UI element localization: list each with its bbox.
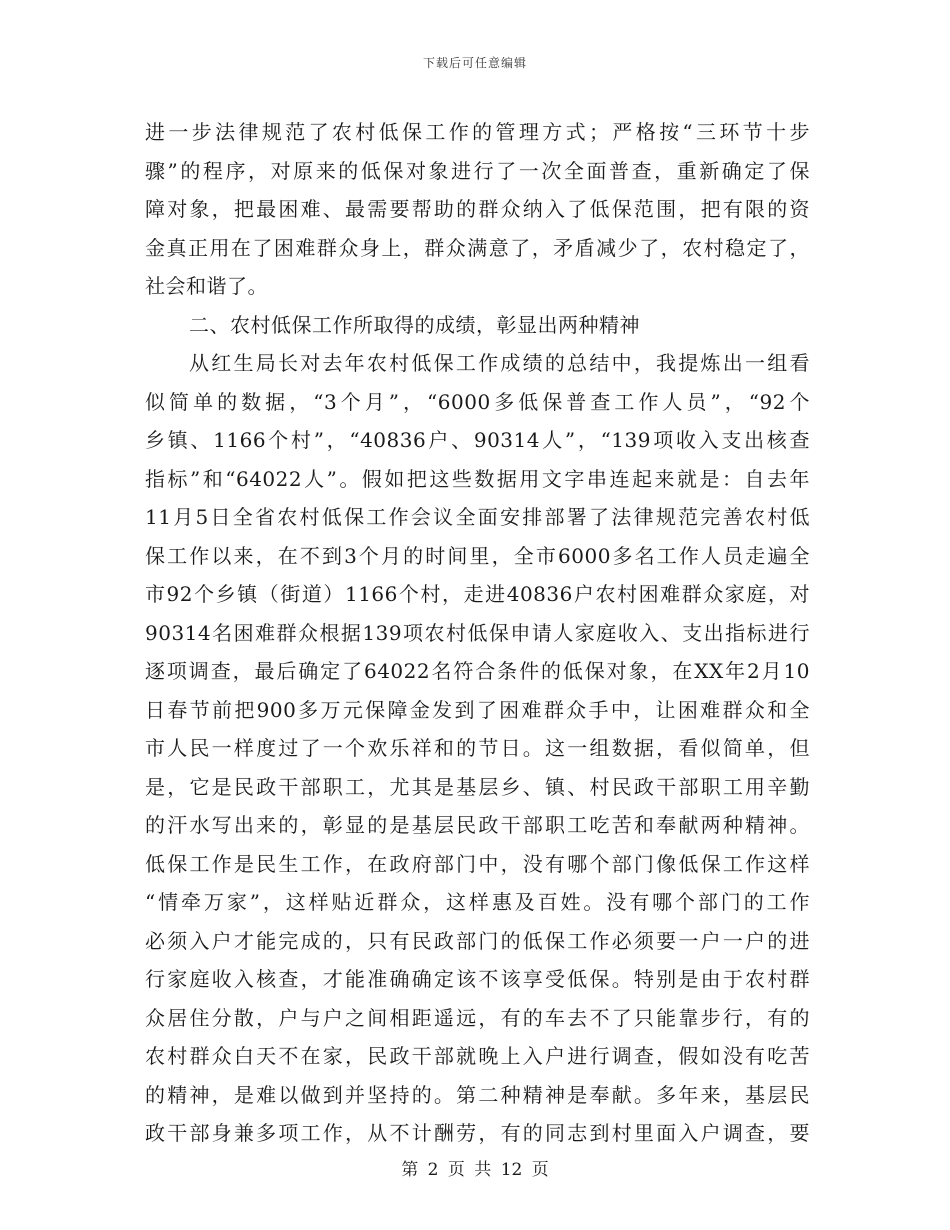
text-line: 指标”和“64022人”。假如把这些数据用文字串连起来就是：自去年 bbox=[145, 466, 810, 491]
text-line: 市92个乡镇（街道）1166个村，走进40836户农村困难群众家庭，对 bbox=[145, 582, 810, 606]
text-line: “情牵万家”，这样贴近群众，这样惠及百姓。没有哪个部门的工作 bbox=[145, 890, 810, 914]
text-line: 的精神，是难以做到并坚持的。第二种精神是奉献。多年来，基层民 bbox=[145, 1082, 810, 1107]
text-line: 农村群众白天不在家，民政干部就晚上入户进行调查，假如没有吃苦 bbox=[145, 1044, 810, 1068]
text-line: 政干部身兼多项工作，从不计酬劳，有的同志到村里面入户调查，要 bbox=[145, 1121, 810, 1145]
text-line: 障对象，把最困难、最需要帮助的群众纳入了低保范围，把有限的资 bbox=[145, 197, 810, 221]
text-line: 社会和谐了。 bbox=[145, 274, 268, 298]
text-line: 日春节前把900多万元保障金发到了困难群众手中，让困难群众和全 bbox=[145, 697, 810, 722]
text-line: 乡镇、1166个村”，“40836户、90314人”，“139项收入支出核查 bbox=[145, 428, 810, 452]
text-line: 众居住分散，户与户之间相距遥远，有的车去不了只能靠步行，有的 bbox=[145, 1005, 810, 1030]
header-note: 下载后可任意编辑 bbox=[422, 56, 527, 70]
text-line: 骤”的程序，对原来的低保对象进行了一次全面普查，重新确定了保 bbox=[145, 158, 810, 183]
text-line: 逐项调查，最后确定了64022名符合条件的低保对象，在XX年2月10 bbox=[145, 659, 810, 683]
text-line: 市人民一样度过了一个欢乐祥和的节日。这一组数据，看似简单，但 bbox=[145, 736, 810, 760]
text-line: 从红生局长对去年农村低保工作成绩的总结中，我提炼出一组看 bbox=[189, 351, 810, 375]
page-number-footer: 第 2 页 共 12 页 bbox=[401, 1160, 549, 1180]
text-line: 90314名困难群众根据139项农村低保申请人家庭收入、支出指标进行 bbox=[145, 620, 810, 645]
text-line: 是，它是民政干部职工，尤其是基层乡、镇、村民政干部职工用辛勤 bbox=[145, 774, 810, 799]
text-line: 低保工作是民生工作，在政府部门中，没有哪个部门像低保工作这样 bbox=[145, 851, 810, 876]
text-line: 的汗水写出来的，彰显的是基层民政干部职工吃苦和奉献两种精神。 bbox=[145, 813, 810, 837]
text-line: 进一步法律规范了农村低保工作的管理方式；严格按“三环节十步 bbox=[145, 120, 810, 144]
text-line: 似简单的数据，“3个月”，“6000多低保普查工作人员”，“92个 bbox=[145, 389, 810, 414]
text-line: 11月5日全省农村低保工作会议全面安排部署了法律规范完善农村低 bbox=[145, 505, 810, 529]
text-line: 必须入户才能完成的，只有民政部门的低保工作必须要一户一户的进 bbox=[145, 928, 810, 953]
text-line: 金真正用在了困难群众身上，群众满意了，矛盾减少了，农村稳定了， bbox=[145, 235, 810, 260]
section-heading: 二、农村低保工作所取得的成绩，彰显出两种精神 bbox=[189, 312, 640, 337]
text-line: 行家庭收入核查，才能准确确定该不该享受低保。特别是由于农村群 bbox=[145, 967, 810, 991]
text-line: 保工作以来，在不到3个月的时间里，全市6000多名工作人员走遍全 bbox=[145, 543, 810, 568]
document-body bbox=[145, 113, 810, 1153]
